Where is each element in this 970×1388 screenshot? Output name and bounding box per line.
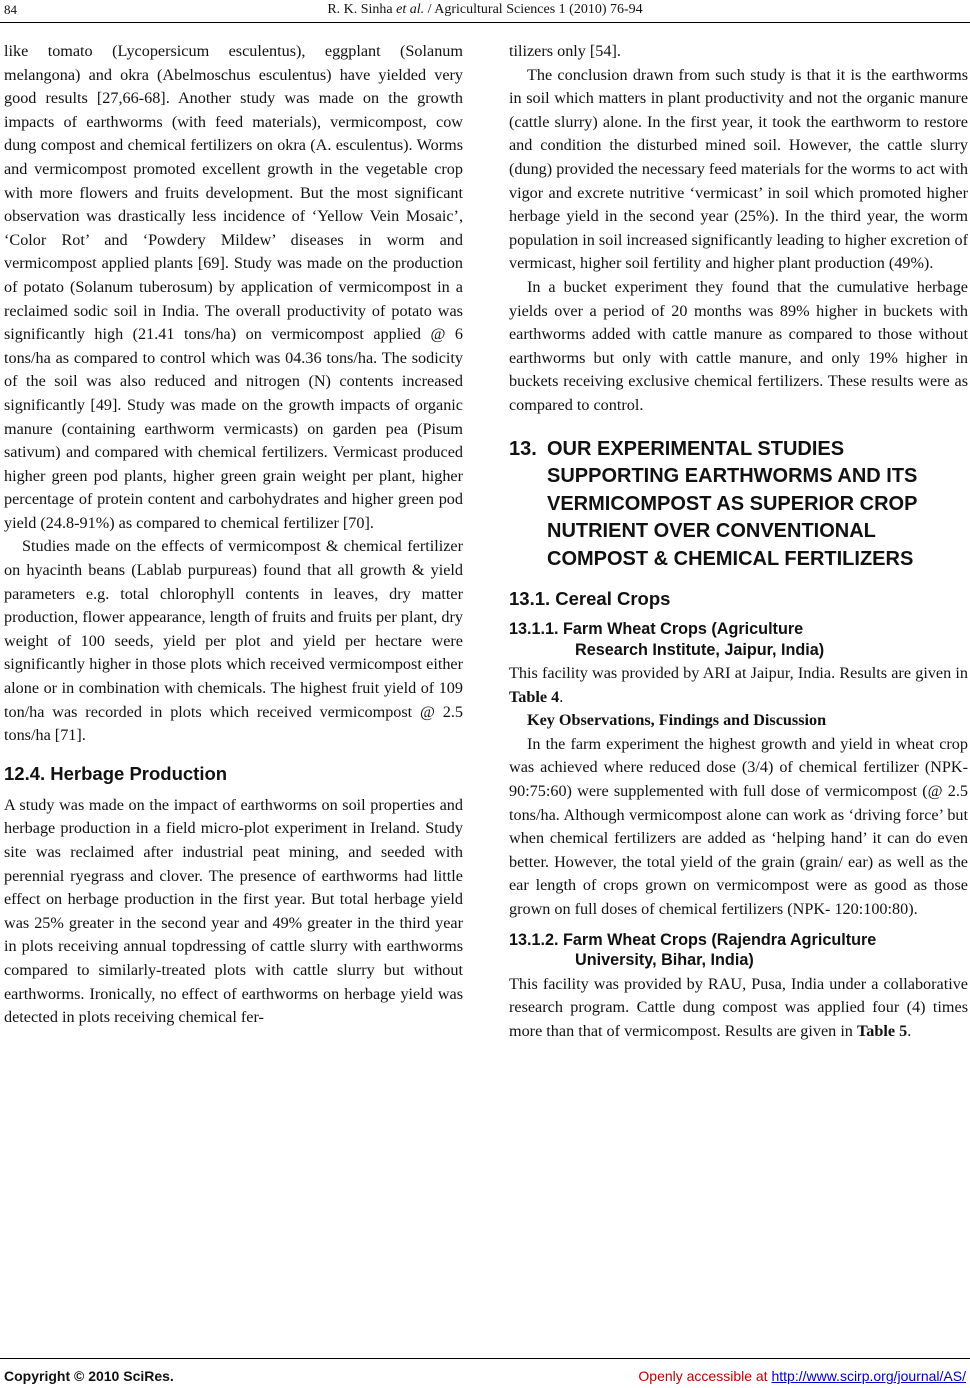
- heading-rau-wheat-line2: University, Bihar, India): [575, 951, 754, 970]
- heading-section-13: [509, 436, 968, 574]
- heading-jaipur-wheat-line1: 13.1.1. Farm Wheat Crops (Agriculture: [509, 620, 804, 638]
- heading-jaipur-wheat: [509, 619, 968, 660]
- running-head-authors: R. K. Sinha: [327, 2, 397, 17]
- paragraph-conclusion: The conclusion drawn from such study is that it is the earthworms in soil which matters in plant productivity and not the organic manure (cattle slurry) alone. In the first year, it took the earthworm to restore and condition the disturbed mined soil. However, the cattle slurry (dung) provided the necessary feed materials for the worms to act with vigor and excrete nutritive ‘vermicast’ in soil which promoted higher herbage yield in the second year (25%). In the third year, the worm population in soil increased significantly leading to higher excretion of vermicast, higher soil fertility and higher plant production (49%).: [509, 65, 968, 273]
- paragraph-farm-experiment: In the farm experiment the highest growth and yield in wheat crop was achieved where reduced dose (3/4) of chemical fertilizer (NPK- 90:75:60) were supplemented with full dose of vermicompost (@ 2.5 tons/ha. Although vermicompost alone can work as ‘driving force’ but when chemical fertilizers are added as ‘helping hand’ it can do even better. However, the total yield of the grain (grain/ ear) as well as the ear length of crops grown on vermicompost were as good as those grown on full doses of chemical fertilizers (NPK- 120:100:80).: [509, 734, 968, 918]
- rau-facility-end: .: [907, 1021, 912, 1040]
- table-4-reference: Table 4: [509, 687, 560, 706]
- heading-cereal-crops: 13.1. Cereal Crops: [509, 588, 671, 609]
- heading-section-13-number: 13.: [509, 437, 537, 460]
- heading-rau-wheat-line1: 13.1.2. Farm Wheat Crops (Rajendra Agriculture: [509, 930, 877, 949]
- key-observations-heading: Key Observations, Findings and Discussion: [527, 711, 827, 730]
- heading-rau-wheat: [509, 930, 968, 971]
- heading-herbage-production: 12.4. Herbage Production: [4, 762, 228, 784]
- heading-jaipur-wheat-line2: Research Institute, Jaipur, India): [575, 640, 825, 659]
- paragraph-bucket-experiment: In a bucket experiment they found that the cumulative herbage yields over a period of 20 months was 89% higher in buckets with earthworms added with cattle manure as compared to those without earthworms but only with cattle manure, and only 19% higher in buckets receiving exclusive chemical fertilizers. These results were as compared to control.: [509, 277, 968, 414]
- running-head-journal: / Agricultural Sciences 1 (2010) 76-94: [424, 2, 643, 17]
- left-column: [4, 40, 463, 1030]
- header-rule: [0, 22, 970, 23]
- paragraph-ari-facility: [509, 662, 968, 709]
- open-access-label: Openly accessible at: [638, 1368, 772, 1384]
- table-5-reference: Table 5: [856, 1021, 908, 1040]
- paragraph-herbage-study: A study was made on the impact of earthworms on soil properties and herbage production in a field micro-plot experiment in Ireland. Study site was reclaimed after industrial peat mining, and seeded with perennial ryegrass and clover. The presence of earthworms had little effect on herbage production in the first year. But total herbage yield was 25% greater in the second year and 49% greater in the third year in plots receiving annual topdressing of cattle slurry with earthworms compared to similarly-treated plots with cattle slurry but without earthworms. Ironically, no effect of earthworms on herbage yield was detected in plots receiving chemical fer-: [4, 795, 463, 1027]
- paragraph-rau-facility: [509, 973, 968, 1044]
- running-head-etal: et al.: [396, 2, 425, 17]
- heading-section-13-text: OUR EXPERIMENTAL STUDIES SUPPORTING EARTHWORMS AND ITS VERMICOMPOST AS SUPERIOR CROP NUTRIENT OVER CONVENTIONAL COMPOST & CHEMICAL FERTILIZERS: [547, 437, 918, 570]
- journal-link[interactable]: http://www.scirp.org/journal/AS/: [771, 1368, 966, 1384]
- open-access-notice: [638, 1368, 966, 1384]
- page-number: 84: [4, 2, 17, 17]
- ari-facility-end: .: [559, 687, 564, 706]
- running-head: [0, 2, 970, 18]
- paragraph-vegetables: like tomato (Lycopersicum esculentus), eggplant (Solanum melangona) and okra (Abelmoschus esculentus) have yielded very good results [27,66-68]. Another study was made on the growth impacts of earthworms (with feed materials), vermicompost, cow dung compost and chemical fertilizers on okra (A. esculentus). Worms and vermicompost promoted excellent growth in the vegetable crop with more flowers and fruits development. But the most significant observation was drastically less incidence of ‘Yellow Vein Mosaic’, ‘Color Rot’ and ‘Powdery Mildew’ diseases in worm and vermicompost applied plants [69]. Study was made on the production of potato (Solanum tuberosum) by application of vermicompost in a reclaimed sodic soil in India. The overall productivity of potato was significantly high (21.41 tons/ha) on vermicompost applied @ 6 tons/ha as compared to control which was 04.36 tons/ha. The sodicity of the soil was also reduced and nitrogen (N) contents increased significantly [49]. Study was made on the growth impacts of organic manure (containing earthworm vermicasts) on garden pea (Pisum sativum) and compared with chemical fertilizers. Vermicast produced higher green pod plants, higher green grain weight per plant, higher percentage of protein content and carbohydrates and higher green pod yield (24.8-91%) as compared to chemical fertilizer [70].: [4, 42, 463, 532]
- footer-rule: [0, 1358, 970, 1359]
- copyright-notice: Copyright © 2010 SciRes.: [4, 1368, 174, 1384]
- paragraph-hyacinth-beans: Studies made on the effects of vermicompost & chemical fertilizer on hyacinth beans (Lablab purpureas) found that all growth & yield parameters e.g. total chlorophyll contents in leaves, dry matter production, flower appearance, length of fruits and fruits per plant, dry weight of 100 seeds, yield per plot and yield per hectare were significantly higher in those plots which received vermicompost either alone or in combination with chemicals. The highest fruit yield of 109 ton/ha was recorded in plots which received vermicompost @ 2.5 tons/ha [71].: [4, 537, 463, 745]
- right-column: [509, 40, 968, 1043]
- rau-facility-text: This facility was provided by RAU, Pusa, India under a collaborative research program. Cattle dung compost was applied four (4) times more than that of vermicompost. Results are given in: [509, 974, 968, 1040]
- paragraph-fertilizers-continued: tilizers only [54].: [509, 42, 621, 60]
- ari-facility-text: This facility was provided by ARI at Jaipur, India. Results are given in: [509, 664, 968, 682]
